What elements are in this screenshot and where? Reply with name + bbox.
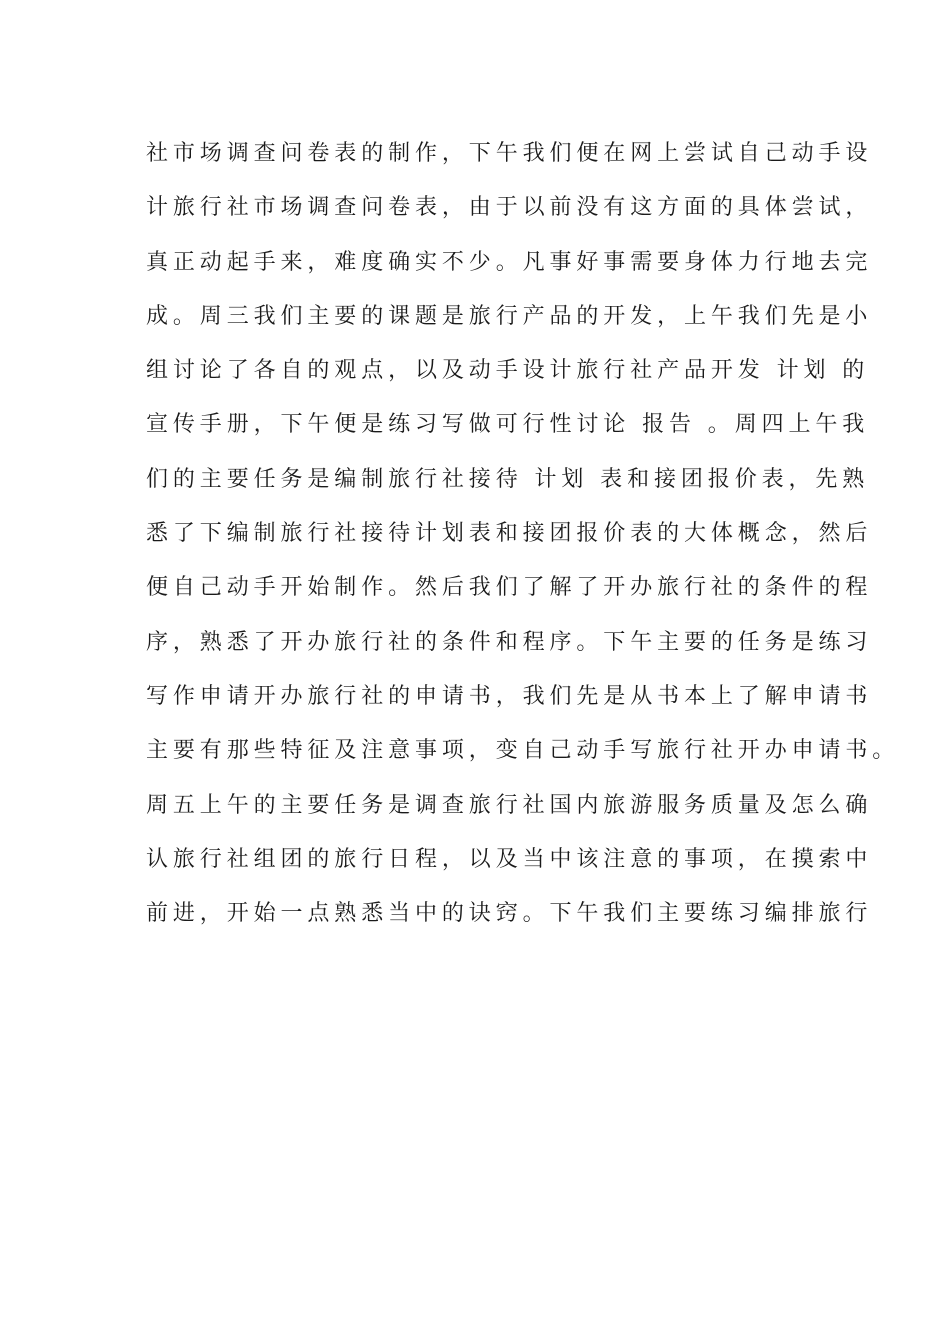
text-line-12: 主要有那些特征及注意事项，变自己动手写旅行社开办申请书。 (146, 738, 900, 764)
text-line-3: 真正动起手来，难度确实不少。凡事好事需要身体力行地去完 (146, 249, 873, 275)
text-line-7: 们的主要任务是编制旅行社接待 计划 表和接团报价表，先熟 (146, 466, 870, 492)
text-line-11: 写作申请开办旅行社的申请书，我们先是从书本上了解申请书 (146, 683, 873, 709)
text-line-1: 社市场调查问卷表的制作，下午我们便在网上尝试自己动手设 (146, 141, 873, 166)
text-line-13: 周五上午的主要任务是调查旅行社国内旅游服务质量及怎么确 (146, 792, 873, 818)
text-line-8: 悉了下编制旅行社接待计划表和接团报价表的大体概念，然后 (146, 521, 873, 547)
text-line-2: 计旅行社市场调查问卷表，由于以前没有这方面的具体尝试， (146, 195, 873, 221)
text-line-15: 前进，开始一点熟悉当中的诀窍。下午我们主要练习编排旅行 (146, 901, 873, 927)
text-line-10: 序，熟悉了开办旅行社的条件和程序。下午主要的任务是练习 (146, 629, 873, 655)
text-line-14: 认旅行社组团的旅行日程，以及当中该注意的事项，在摸索中 (146, 846, 873, 872)
body-text (146, 132, 900, 946)
text-line-9: 便自己动手开始制作。然后我们了解了开办旅行社的条件的程 (146, 575, 873, 601)
text-line-4: 成。周三我们主要的课题是旅行产品的开发，上午我们先是小 (146, 303, 873, 329)
text-line-6: 宣传手册，下午便是练习写做可行性讨论 报告 。周四上午我 (146, 412, 870, 438)
text-line-5: 组讨论了各自的观点，以及动手设计旅行社产品开发 计划 的 (146, 358, 870, 384)
